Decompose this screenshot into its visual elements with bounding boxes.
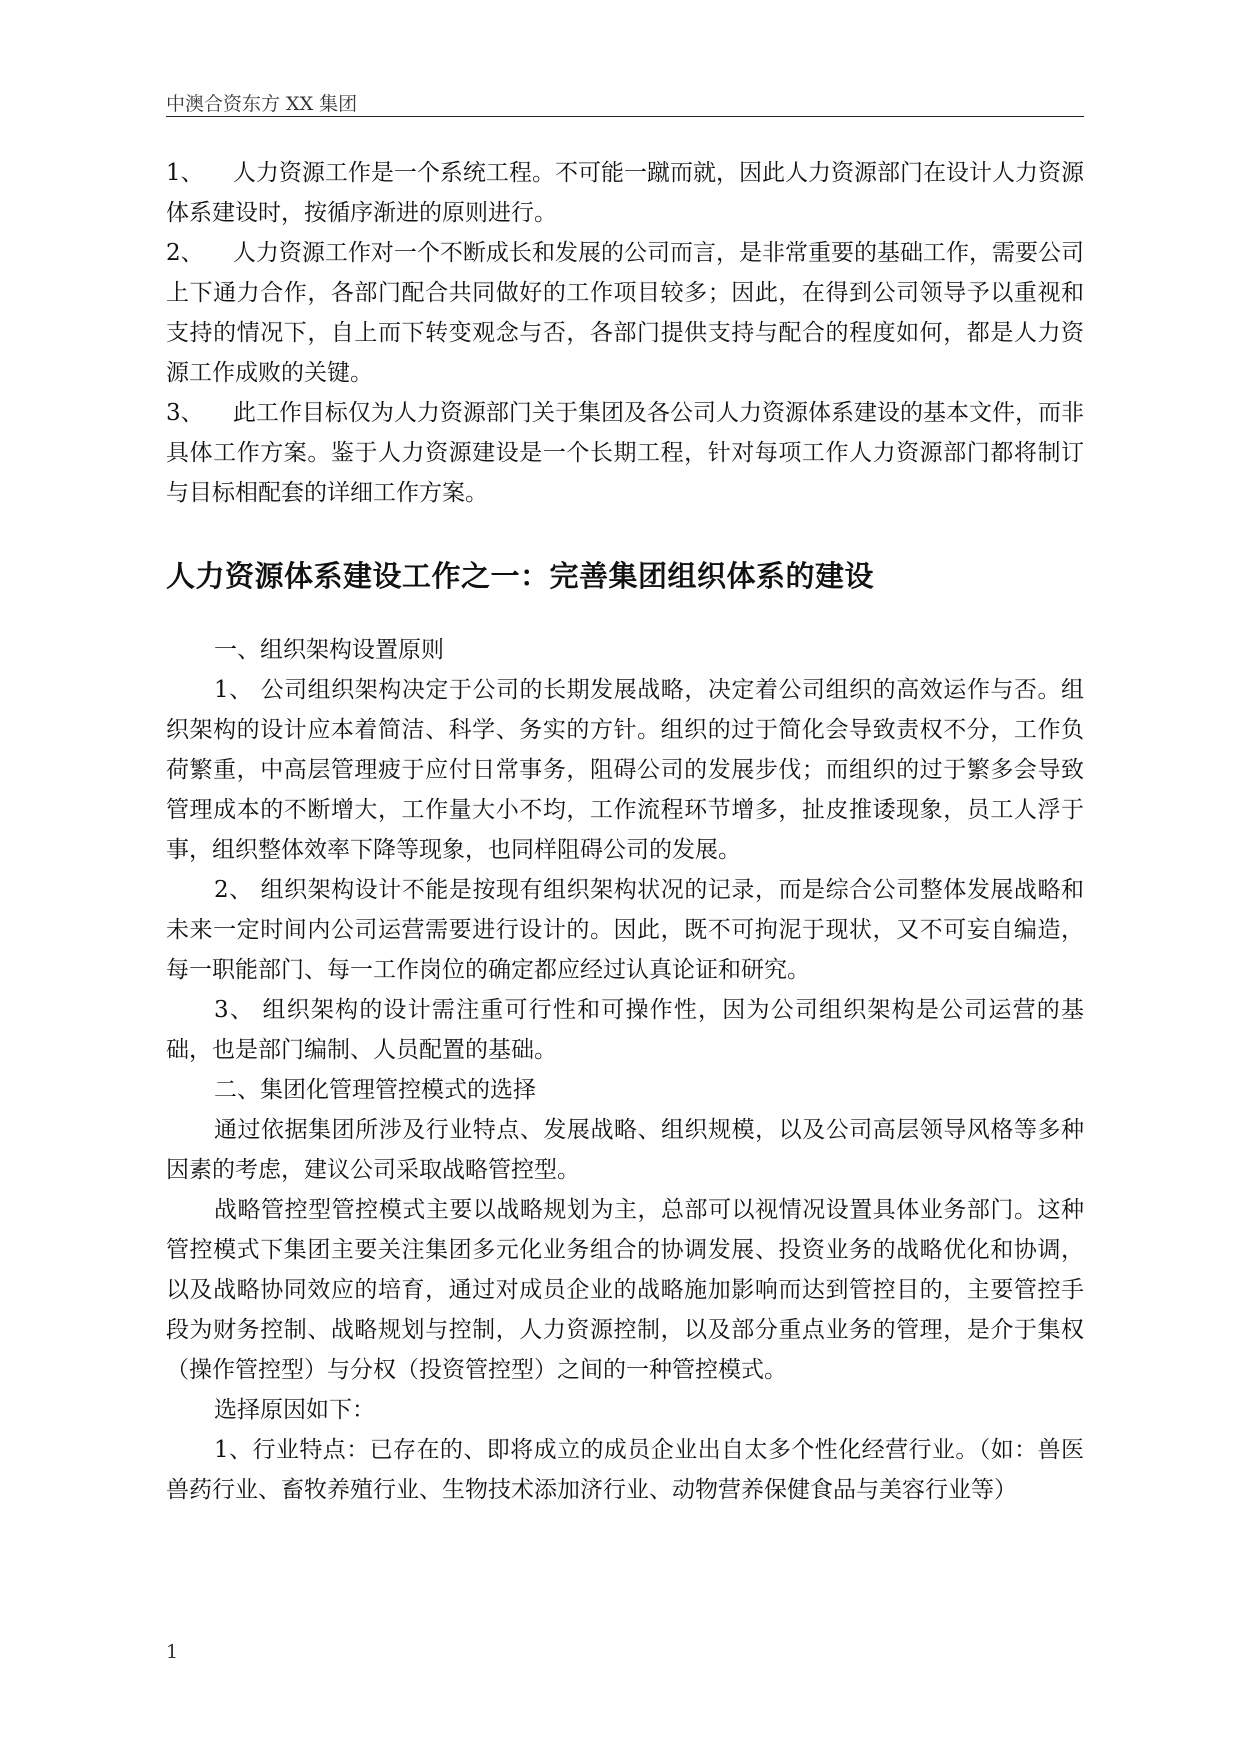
document-body [166,153,1084,1510]
paragraph: 2、 组织架构设计不能是按现有组织架构状况的记录，而是综合公司整体发展战略和未来一定时间内公司运营需要进行设计的。因此，既不可拘泥于现状，又不可妄自编造，每一职能部门、每一工作岗位的确定都应经过认真论证和研究。 [166,877,1084,983]
page-number: 1 [166,1641,179,1663]
intro-item-number: 2、 [166,240,204,266]
paragraph: 1、行业特点：已存在的、即将成立的成员企业出自太多个性化经营行业。（如：兽医兽药行业、畜牧养殖行业、生物技术添加济行业、动物营养保健食品与美容行业等） [166,1437,1084,1503]
intro-item-text: 人力资源工作是一个系统工程。不可能一蹴而就，因此人力资源部门在设计人力资源体系建设时，按循序渐进的原则进行。 [166,160,1085,226]
intro-item-number: 1、 [166,160,204,186]
paragraph: 战略管控型管控模式主要以战略规划为主，总部可以视情况设置具体业务部门。这种管控模式下集团主要关注集团多元化业务组合的协调发展、投资业务的战略优化和协调，以及战略协同效应的培育，通过对成员企业的战略施加影响而达到管控目的，主要管控手段为财务控制、战略规划与控制，人力资源控制，以及部分重点业务的管理，是介于集权（操作管控型）与分权（投资管控型）之间的一种管控模式。 [166,1197,1084,1383]
intro-item-text: 此工作目标仅为人力资源部门关于集团及各公司人力资源体系建设的基本文件，而非具体工作方案。鉴于人力资源建设是一个长期工程，针对每项工作人力资源部门都将制订与目标相配套的详细工作方案。 [166,400,1085,506]
paragraph: 选择原因如下： [214,1397,375,1423]
page-header [166,88,1084,117]
subheading-org-principles: 一、组织架构设置原则 [214,637,444,663]
intro-item-number: 3、 [166,400,204,426]
paragraph: 3、 组织架构的设计需注重可行性和可操作性，因为公司组织架构是公司运营的基础，也是部门编制、人员配置的基础。 [166,997,1084,1063]
header-title: 中澳合资东方 XX 集团 [166,93,358,115]
intro-item-text: 人力资源工作对一个不断成长和发展的公司而言，是非常重要的基础工作，需要公司上下通力合作，各部门配合共同做好的工作项目较多；因此，在得到公司领导予以重视和支持的情况下，自上而下转变观念与否，各部门提供支持与配合的程度如何，都是人力资源工作成败的关键。 [166,240,1085,386]
intro-item-1 [166,153,1084,233]
intro-item-3 [166,393,1084,513]
paragraph: 通过依据集团所涉及行业特点、发展战略、组织规模，以及公司高层领导风格等多种因素的考虑，建议公司采取战略管控型。 [166,1117,1084,1183]
paragraph: 1、 公司组织架构决定于公司的长期发展战略，决定着公司组织的高效运作与否。组织架构的设计应本着简洁、科学、务实的方针。组织的过于简化会导致责权不分，工作负荷繁重，中高层管理疲于应付日常事务，阻碍公司的发展步伐；而组织的过于繁多会导致管理成本的不断增大，工作量大小不均，工作流程环节增多，扯皮推诿现象，员工人浮于事，组织整体效率下降等现象，也同样阻碍公司的发展。 [166,677,1084,863]
section-heading: 人力资源体系建设工作之一：完善集团组织体系的建设 [166,559,875,593]
subheading-control-mode: 二、集团化管理管控模式的选择 [214,1077,536,1103]
intro-item-2 [166,233,1084,393]
